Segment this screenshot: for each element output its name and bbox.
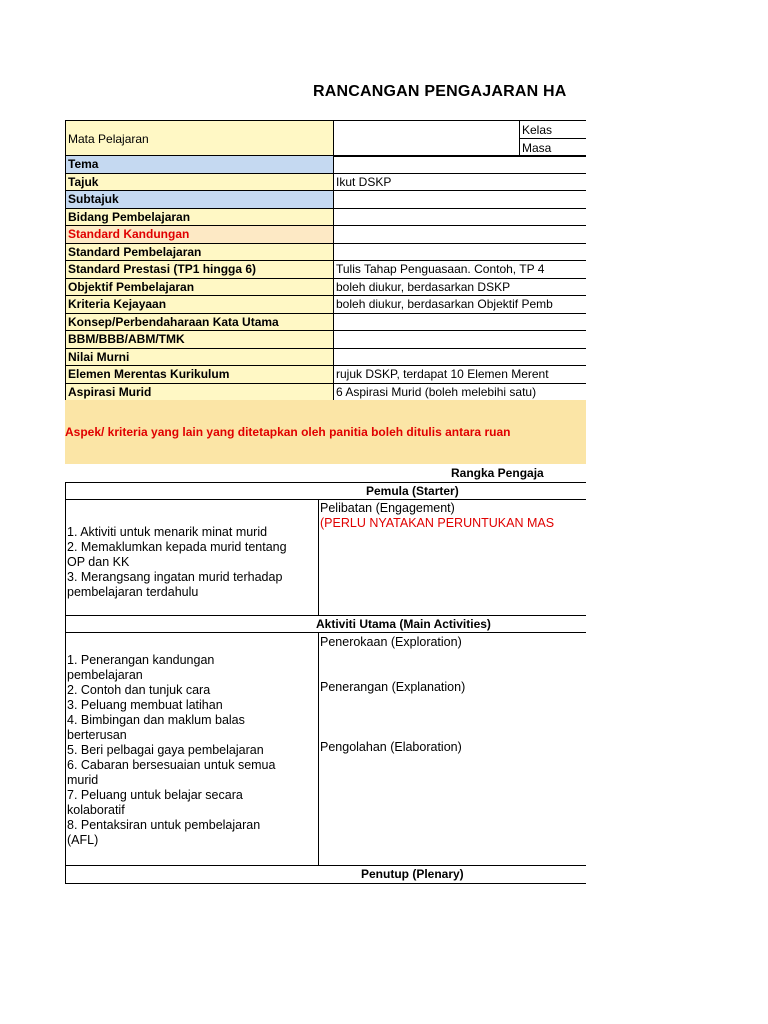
standard-prestasi-value[interactable]: Tulis Tahap Penguasaan. Contoh, TP 4	[334, 261, 587, 279]
mata-pelajaran-label: Mata Pelajaran	[66, 121, 334, 157]
objektif-label: Objektif Pembelajaran	[66, 278, 334, 296]
bbm-value[interactable]	[334, 331, 587, 349]
aktiviti-line-13: (AFL)	[67, 833, 99, 847]
penerangan-label: Penerangan (Explanation)	[320, 680, 466, 694]
standard-pembelajaran-label: Standard Pembelajaran	[66, 243, 334, 261]
kriteria-value[interactable]: boleh diukur, berdasarkan Objektif Pemb	[334, 296, 587, 314]
aktiviti-line-4: 3. Peluang membuat latihan	[67, 698, 223, 712]
tema-label: Tema	[66, 156, 334, 174]
aktiviti-line-7: 5. Beri pelbagai gaya pembelajaran	[67, 743, 264, 757]
pemula-left-cell	[65, 499, 319, 616]
aspirasi-value[interactable]: 6 Aspirasi Murid (boleh melebihi satu)	[334, 383, 587, 401]
pelibatan-note: (PERLU NYATAKAN PERUNTUKAN MAS	[320, 516, 555, 530]
elemen-value[interactable]: rujuk DSKP, terdapat 10 Elemen Merent	[334, 366, 587, 384]
aktiviti-line-2: pembelajaran	[67, 668, 143, 682]
mata-pelajaran-value[interactable]	[334, 121, 520, 157]
pemula-line-3: OP dan KK	[67, 555, 130, 569]
page-title: RANCANGAN PENGAJARAN HA	[313, 83, 567, 100]
elemen-label: Elemen Merentas Kurikulum	[66, 366, 334, 384]
pemula-line-5: pembelajaran terdahulu	[67, 585, 199, 599]
pemula-heading: Pemula (Starter)	[366, 484, 459, 498]
penutup-header	[65, 865, 586, 884]
standard-kandungan-label: Standard Kandungan	[66, 226, 334, 244]
banner-text: Aspek/ kriteria yang lain yang ditetapkan oleh panitia boleh ditulis antara ruan	[65, 425, 511, 439]
pemula-line-1: 1. Aktiviti untuk menarik minat murid	[67, 525, 268, 539]
masa-label: Masa	[520, 139, 587, 157]
nilai-label: Nilai Murni	[66, 348, 334, 366]
aktiviti-line-6: berterusan	[67, 728, 127, 742]
aktiviti-line-11: kolaboratif	[67, 803, 125, 817]
penutup-heading: Penutup (Plenary)	[361, 867, 464, 881]
aktiviti-line-12: 8. Pentaksiran untuk pembelajaran	[67, 818, 261, 832]
aktiviti-line-8: 6. Cabaran bersesuaian untuk semua	[67, 758, 276, 772]
kelas-label: Kelas	[520, 121, 587, 139]
standard-pembelajaran-value[interactable]	[334, 243, 587, 261]
nilai-value[interactable]	[334, 348, 587, 366]
aktiviti-line-1: 1. Penerangan kandungan	[67, 653, 215, 667]
note-banner	[65, 400, 586, 464]
aktiviti-line-9: murid	[67, 773, 99, 787]
aktiviti-line-5: 4. Bimbingan dan maklum balas	[67, 713, 245, 727]
konsep-value[interactable]	[334, 313, 587, 331]
bidang-label: Bidang Pembelajaran	[66, 208, 334, 226]
tajuk-label: Tajuk	[66, 173, 334, 191]
aktiviti-line-3: 2. Contoh dan tunjuk cara	[67, 683, 211, 697]
pemula-header	[65, 482, 586, 500]
header-table	[65, 120, 586, 157]
info-table	[65, 155, 586, 401]
aktiviti-header	[65, 615, 586, 633]
bbm-label: BBM/BBB/ABM/TMK	[66, 331, 334, 349]
rangka-heading: Rangka Pengaja	[451, 466, 544, 480]
pelibatan-label: Pelibatan (Engagement)	[320, 501, 455, 515]
aktiviti-left-cell	[65, 632, 319, 866]
standard-kandungan-value[interactable]	[334, 226, 587, 244]
aspirasi-label: Aspirasi Murid	[66, 383, 334, 401]
objektif-value[interactable]: boleh diukur, berdasarkan DSKP	[334, 278, 587, 296]
subtajuk-label: Subtajuk	[66, 191, 334, 209]
kriteria-label: Kriteria Kejayaan	[66, 296, 334, 314]
tema-value[interactable]	[334, 156, 587, 174]
konsep-label: Konsep/Perbendaharaan Kata Utama	[66, 313, 334, 331]
pemula-line-2: 2. Memaklumkan kepada murid tentang	[67, 540, 287, 554]
aktiviti-line-10: 7. Peluang untuk belajar secara	[67, 788, 243, 802]
tajuk-value[interactable]: Ikut DSKP	[334, 173, 587, 191]
pemula-right-cell[interactable]	[318, 499, 586, 616]
aktiviti-heading: Aktiviti Utama (Main Activities)	[316, 617, 491, 631]
pengolahan-label: Pengolahan (Elaboration)	[320, 740, 462, 754]
standard-prestasi-label: Standard Prestasi (TP1 hingga 6)	[66, 261, 334, 279]
subtajuk-value[interactable]	[334, 191, 587, 209]
penerokaan-label: Penerokaan (Exploration)	[320, 635, 462, 649]
pemula-line-4: 3. Merangsang ingatan murid terhadap	[67, 570, 283, 584]
aktiviti-right-cell[interactable]	[318, 632, 586, 866]
bidang-value[interactable]	[334, 208, 587, 226]
